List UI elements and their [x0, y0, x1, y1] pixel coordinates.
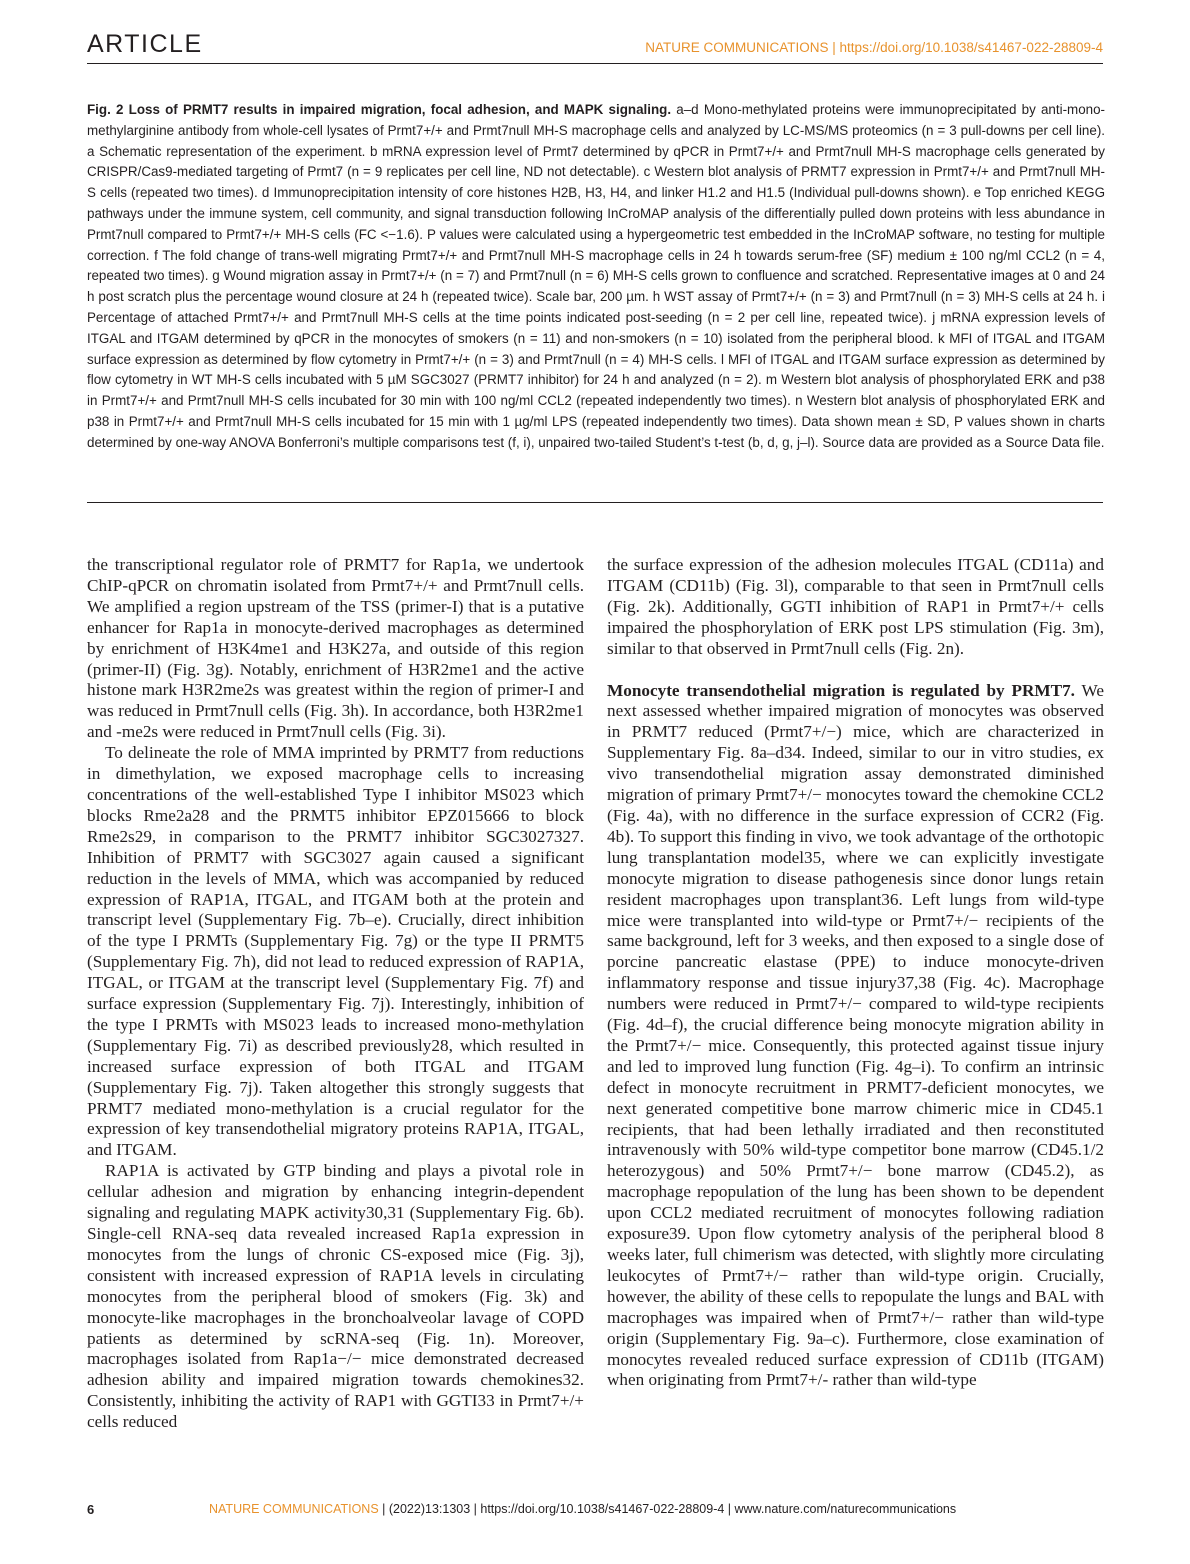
- caption-part-g: g Wound migration assay in Prmt7+/+ (n = 7) and Prmt7null (n = 6) MH-S cells grown to confluence and scratched. Representative images at 0 and 24 h post scratch plus the percentage wound closure at 24 h (repeated twice). Scale bar, 200 µm.: [87, 268, 1105, 305]
- caption-part-c: c Western blot analysis of PRMT7 expression in Prmt7+/+ and Prmt7null MH-S cells (repeated two times).: [87, 164, 1105, 201]
- caption-divider: [87, 502, 1103, 503]
- caption-part-n: n Western blot analysis of phosphorylated ERK and p38 in Prmt7+/+ and Prmt7null MH-S cells incubated for 15 min with 1 µg/ml LPS (repeated independently two times). Data shown mean ± SD, P values shown in charts determined by one-way ANOVA Bonferroni’s multiple comparisons test (f, i), unpaired two-tailed Student’s t-test (b, d, g, j–l). Source data are provided as a Source Data file.: [87, 393, 1105, 450]
- caption-part-b: b mRNA expression level of Prmt7 determined by qPCR in Prmt7+/+ and Prmt7null MH-S macrophage cells generated by CRISPR/Cas9-mediated targeting of Prmt7 (n = 9 replicates per cell line, ND not detectable).: [87, 143, 1105, 180]
- body-paragraph: To delineate the role of MMA imprinted by PRMT7 from reductions in dimethylation, we exposed macrophage cells to increasing concentrations of the well-established Type I inhibitor MS023 which blocks Rme2a28 and the PRMT5 inhibitor EPZ015666 to block Rme2s29, in comparison to the PRMT7 inhibitor SGC3027327. Inhibition of PRMT7 with SGC3027 again caused a significant reduction in the levels of MMA, which was accompanied by reduced expression of RAP1A, ITGAL, and ITGAM both at the protein and transcript level (Supplementary Fig. 7b–e). Crucially, direct inhibition of the type I PRMTs (Supplementary Fig. 7g) or the type II PRMT5 (Supplementary Fig. 7h), did not lead to reduced expression of RAP1A, ITGAL, or ITGAM at the transcript level (Supplementary Fig. 7f) and surface expression (Supplementary Fig. 7j). Interestingly, inhibition of the type I PRMTs with MS023 leads to increased mono-methylation (Supplementary Fig. 7i) as described previously28, which resulted in increased surface expression of both ITGAL and ITGAM (Supplementary Fig. 7j). Taken altogether this strongly suggests that PRMT7 mediated mono-methylation is a crucial regulator for the expression of key transendothelial migratory proteins RAP1A, ITGAL, and ITGAM.: [87, 743, 584, 1160]
- caption-part-k: k MFI of ITGAL and ITGAM surface expression as determined by flow cytometry in Prmt7+/+ (n = 3) and Prmt7null (n = 4) MH-S cells.: [87, 330, 1105, 367]
- section-spacer: [607, 660, 1104, 681]
- footer-citation-links[interactable]: | (2022)13:1303 | https://doi.org/10.1038/s41467-022-28809-4 | www.nature.com/naturecommunications: [378, 1502, 957, 1516]
- caption-part-f: f The fold change of trans-well migrating Prmt7+/+ and Prmt7null MH-S macrophage cells in 24 h towards serum-free (SF) medium ± 100 ng/ml CCL2 (n = 4, repeated two times).: [87, 247, 1105, 284]
- caption-part-m: m Western blot analysis of phosphorylated ERK and p38 in Prmt7+/+ and Prmt7null MH-S cells incubated for 30 min with 100 ng/ml CCL2 (repeated independently two times).: [87, 372, 1105, 409]
- section-body-text: We next assessed whether impaired migration of monocytes was observed in PRMT7 reduced (Prmt7+/−) mice, which are characterized in Supplementary Fig. 8a–d34. Indeed, similar to our in vitro studies, ex vivo transendothelial migration assay demonstrated diminished migration of primary Prmt7+/− monocytes toward the chemokine CCL2 (Fig. 4a), with no difference in the surface expression of CCR2 (Fig. 4b). To support this finding in vivo, we took advantage of the orthotopic lung transplantation model35, where we can explicitly investigate monocyte migration to disease pathogenesis since donor lungs retain resident macrophages upon transplant36. Left lungs from wild-type mice were transplanted into wild-type or Prmt7+/− recipients of the same background, left for 3 weeks, and then exposed to a single dose of porcine pancreatic elastase (PPE) to induce monocyte-driven inflammatory response and tissue injury37,38 (Fig. 4c). Macrophage numbers were reduced in Prmt7+/− compared to wild-type recipients (Fig. 4d–f), the crucial difference being monocyte migration ability in the Prmt7+/− mice. Consequently, this protected against tissue injury and led to improved lung function (Fig. 4g–i). To confirm an intrinsic defect in monocyte recruitment in PRMT7-deficient monocytes, we next generated competitive bone marrow chimeric mice in CD45.1 recipients, that had been lethally irradiated and then reconstituted intravenously with 50% wild-type competitor bone marrow (CD45.1/2 heterozygous) and 50% Prmt7+/− bone marrow (CD45.2), as macrophage repopulation of the lung has been shown to be dependent upon CCL2 mediated recruitment of monocytes following radiation exposure39. Upon flow cytometry analysis of the peripheral blood 8 weeks later, full chimerism was detected, with slightly more circulating leukocytes of Prmt7+/− rather than wild-type origin. Crucially, however, the ability of these cells to repopulate the lungs and BAL with macrophages was impaired when of Prmt7+/− rather than wild-type origin (Supplementary Fig. 9a–c). Furthermore, close examination of monocytes revealed reduced surface expression of CD11b (ITGAM) when originating from Prmt7+/- rather than wild-type: [607, 680, 1104, 1390]
- body-column-left: [87, 555, 584, 1433]
- journal-doi-link[interactable]: NATURE COMMUNICATIONS | https://doi.org/10.1038/s41467-022-28809-4: [645, 40, 1103, 55]
- footer-citation: [209, 1502, 956, 1516]
- caption-part-e: e Top enriched KEGG pathways under the immune system, cell community, and signal transduction following InCroMAP analysis of the differentially pulled down proteins with less abundance in Prmt7null compared to Prmt7+/+ MH-S cells (FC <−1.6). P values were calculated using a hypergeometric test embedded in the InCroMAP software, no testing for multiple correction.: [87, 185, 1105, 263]
- caption-part-h: h WST assay of Prmt7+/+ (n = 3) and Prmt7null (n = 3) MH-S cells at 24 h.: [652, 289, 1099, 305]
- caption-title: Fig. 2 Loss of PRMT7 results in impaired migration, focal adhesion, and MAPK signaling.: [87, 102, 672, 117]
- page-number: 6: [87, 1502, 95, 1517]
- body-column-right: [607, 555, 1104, 1391]
- figure-caption: [87, 100, 1105, 454]
- body-paragraph: RAP1A is activated by GTP binding and plays a pivotal role in cellular adhesion and migration by enhancing integrin-dependent signaling and regulating MAPK activity30,31 (Supplementary Fig. 6b). Single-cell RNA-seq data revealed increased Rap1a expression in monocytes from the lungs of chronic CS-exposed mice (Fig. 3j), consistent with increased expression of RAP1A levels in circulating monocytes from the peripheral blood of smokers (Fig. 3k) and monocyte-like macrophages in the bronchoalveolar lavage of COPD patients as determined by scRNA-seq (Fig. 1n). Moreover, macrophages isolated from Rap1a−/− mice demonstrated decreased adhesion ability and impaired migration towards chemokines32. Consistently, inhibiting the activity of RAP1 with GGTI33 in Prmt7+/+ cells reduced: [87, 1161, 584, 1432]
- section-heading: Monocyte transendothelial migration is regulated by PRMT7.: [607, 680, 1075, 700]
- body-paragraph: the surface expression of the adhesion molecules ITGAL (CD11a) and ITGAM (CD11b) (Fig. 3l), comparable to that seen in Prmt7null cells (Fig. 2k). Additionally, GGTI inhibition of RAP1 in Prmt7+/+ cells impaired the phosphorylation of ERK post LPS stimulation (Fig. 3m), similar to that observed in Prmt7null cells (Fig. 2n).: [607, 555, 1104, 658]
- caption-part-a-d: a–d Mono-methylated proteins were immunoprecipitated by anti-mono-methylarginine antibody from whole-cell lysates of Prmt7+/+ and Prmt7null MH-S macrophage cells and analyzed by LC-MS/MS proteomics (n = 3 pull-downs per cell line).: [87, 102, 1105, 138]
- caption-part-l: l MFI of ITGAL and ITGAM surface expression as determined by flow cytometry in WT MH-S cells incubated with 5 µM SGC3027 (PRMT7 inhibitor) for 24 h and analyzed (n = 2).: [87, 351, 1105, 388]
- section-paragraph: [607, 681, 1104, 1392]
- header-divider: [87, 63, 1103, 64]
- footer-journal-name: NATURE COMMUNICATIONS: [209, 1502, 379, 1516]
- caption-part-j: j mRNA expression levels of ITGAL and ITGAM determined by qPCR in the monocytes of smokers (n = 11) and non-smokers (n = 10) isolated from the peripheral blood.: [87, 309, 1105, 346]
- body-paragraph: the transcriptional regulator role of PRMT7 for Rap1a, we undertook ChIP-qPCR on chromatin isolated from Prmt7+/+ and Prmt7null cells. We amplified a region upstream of the TSS (primer-I) that is a putative enhancer for Rap1a in monocyte-derived macrophages as determined by enrichment of H3K4me1 and H3K27a, and outside of this region (primer-II) (Fig. 3g). Notably, enrichment of H3R2me1 and the active histone mark H3R2me2s was greatest within the region of primer-I and was reduced in Prmt7null cells (Fig. 3h). In accordance, both H3R2me1 and -me2s were reduced in Prmt7null cells (Fig. 3i).: [87, 555, 584, 742]
- article-type-label: ARTICLE: [87, 30, 203, 58]
- caption-part-d: d Immunoprecipitation intensity of core histones H2B, H3, H4, and linker H1.2 and H1.5 (Individual pull-downs shown).: [261, 185, 970, 201]
- caption-part-a: a Schematic representation of the experiment.: [87, 143, 366, 159]
- caption-part-i: i Percentage of attached Prmt7+/+ and Prmt7null MH-S cells at the time points indicated post-seeding (n = 2 per cell line, repeated twice).: [87, 289, 1105, 325]
